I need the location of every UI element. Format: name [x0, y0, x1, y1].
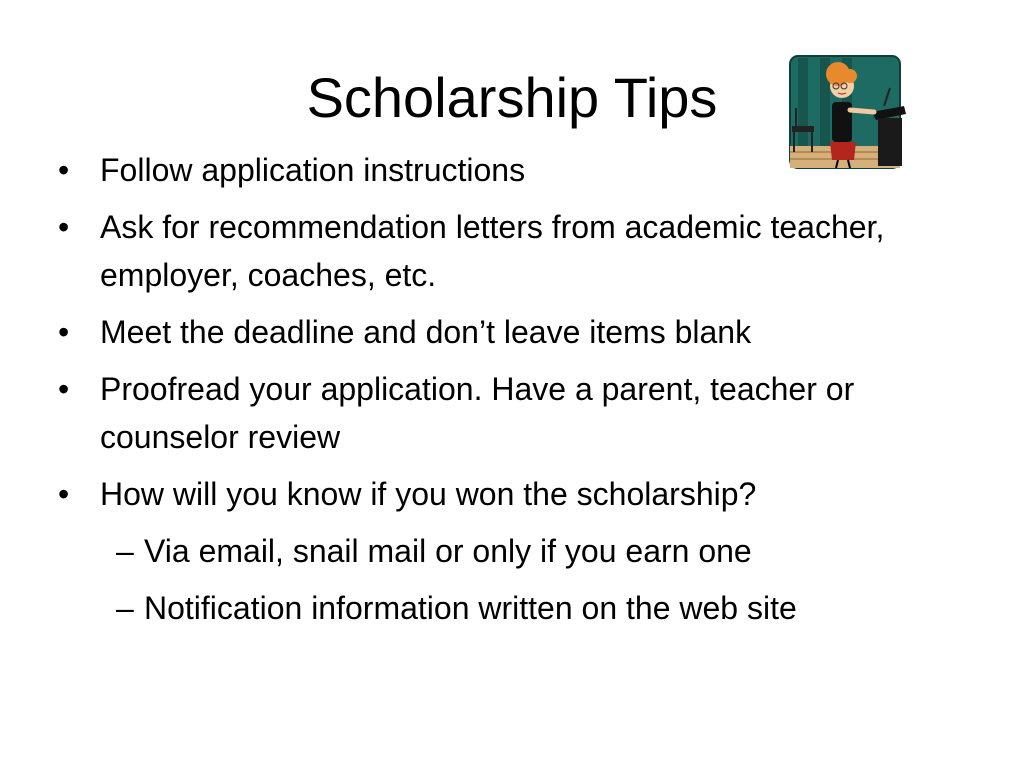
sub-bullet-marker: –: [116, 533, 134, 569]
bullet-item: [58, 308, 988, 356]
bullet-marker: •: [58, 314, 70, 350]
slide-title: Scholarship Tips: [306, 66, 718, 129]
bullet-item: [58, 365, 988, 461]
sub-bullet-list: [58, 527, 988, 632]
bullet-list: [58, 146, 988, 641]
bullet-marker: •: [58, 371, 70, 407]
sub-bullet-text: Notification information written on the web site: [144, 590, 797, 626]
sub-bullet-item: [58, 527, 988, 575]
bullet-text: Follow application instructions: [100, 152, 526, 188]
bullet-item: [58, 470, 988, 632]
bullet-marker: •: [58, 152, 70, 188]
bullet-text: Meet the deadline and don’t leave items blank: [100, 314, 752, 350]
bullet-item: [58, 146, 988, 194]
bullet-text: Ask for recommendation letters from academic teacher, employer, coaches, etc.: [100, 209, 885, 293]
bullet-text: How will you know if you won the scholarship?: [100, 476, 757, 512]
sub-bullet-marker: –: [116, 590, 134, 626]
bullet-item: [58, 203, 988, 299]
sub-bullet-item: [58, 584, 988, 632]
bullet-marker: •: [58, 209, 70, 245]
bullet-marker: •: [58, 476, 70, 512]
bullet-text: Proofread your application. Have a parent, teacher or counselor review: [100, 371, 855, 455]
sub-bullet-text: Via email, snail mail or only if you earn one: [144, 533, 752, 569]
